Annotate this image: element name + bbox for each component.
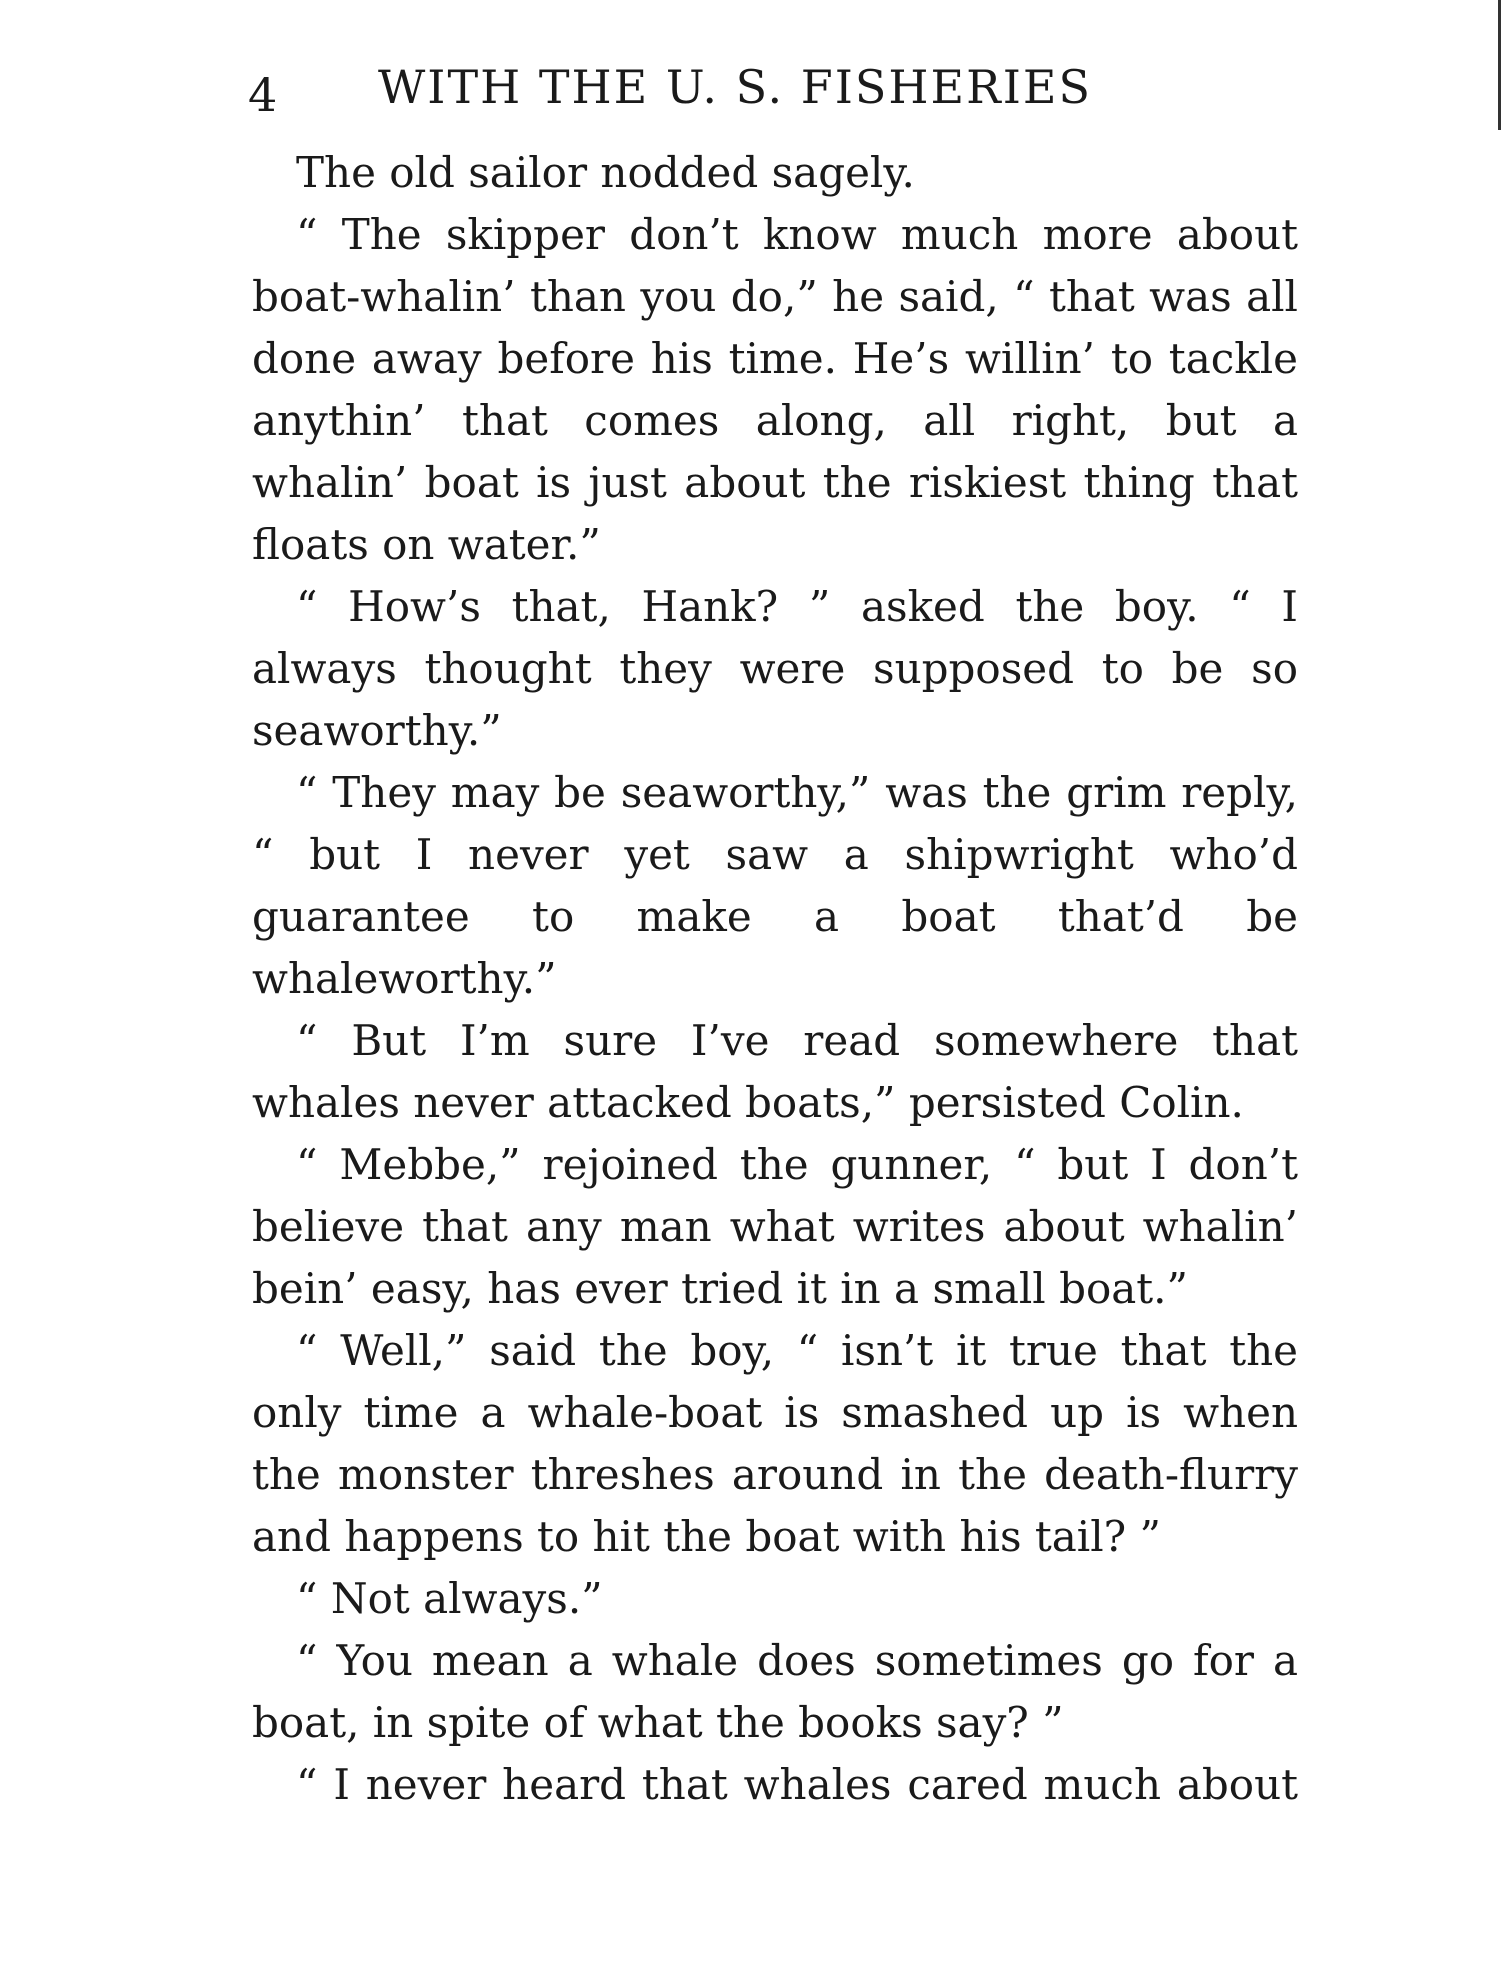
paragraph: “ Not always.” (296, 1574, 603, 1623)
paragraph: “ They may be seaworthy,” was the grim reply, “ but I never yet saw a shipwright who’d guarantee to make a boat that’d be whaleworthy.” (252, 768, 1298, 1003)
running-head: WITH THE U. S. FISHERIES (378, 60, 1092, 114)
body-text (252, 142, 1298, 1816)
paragraph: “ Mebbe,” rejoined the gunner, “ but I don’t believe that any man what writes about whalin’ bein’ easy, has ever tried it in a small boat.” (252, 1140, 1298, 1313)
paragraph: “ Well,” said the boy, “ isn’t it true that the only time a whale-boat is smashed up is when the monster threshes around in the death-flurry and happens to hit the boat with his tail? ” (252, 1326, 1298, 1561)
paragraph: The old sailor nodded sagely. (296, 148, 915, 197)
paragraph: “ I never heard that whales cared much about (296, 1760, 1298, 1809)
page-header (248, 52, 1178, 122)
paragraph: “ You mean a whale does sometimes go for a boat, in spite of what the books say? ” (252, 1636, 1298, 1747)
paragraph: “ The skipper don’t know much more about boat-whalin’ than you do,” he said, “ that was all done away before his time. He’s willin’ to tackle anythin’ that comes along, all right, but a whalin’ boat is just about the riskiest thing that floats on water.” (252, 210, 1298, 569)
page-number: 4 (248, 68, 280, 122)
paragraph: “ How’s that, Hank? ” asked the boy. “ I always thought they were supposed to be so seaworthy.” (252, 582, 1298, 755)
paragraph: “ But I’m sure I’ve read somewhere that whales never attacked boats,” persisted Colin. (252, 1016, 1298, 1127)
